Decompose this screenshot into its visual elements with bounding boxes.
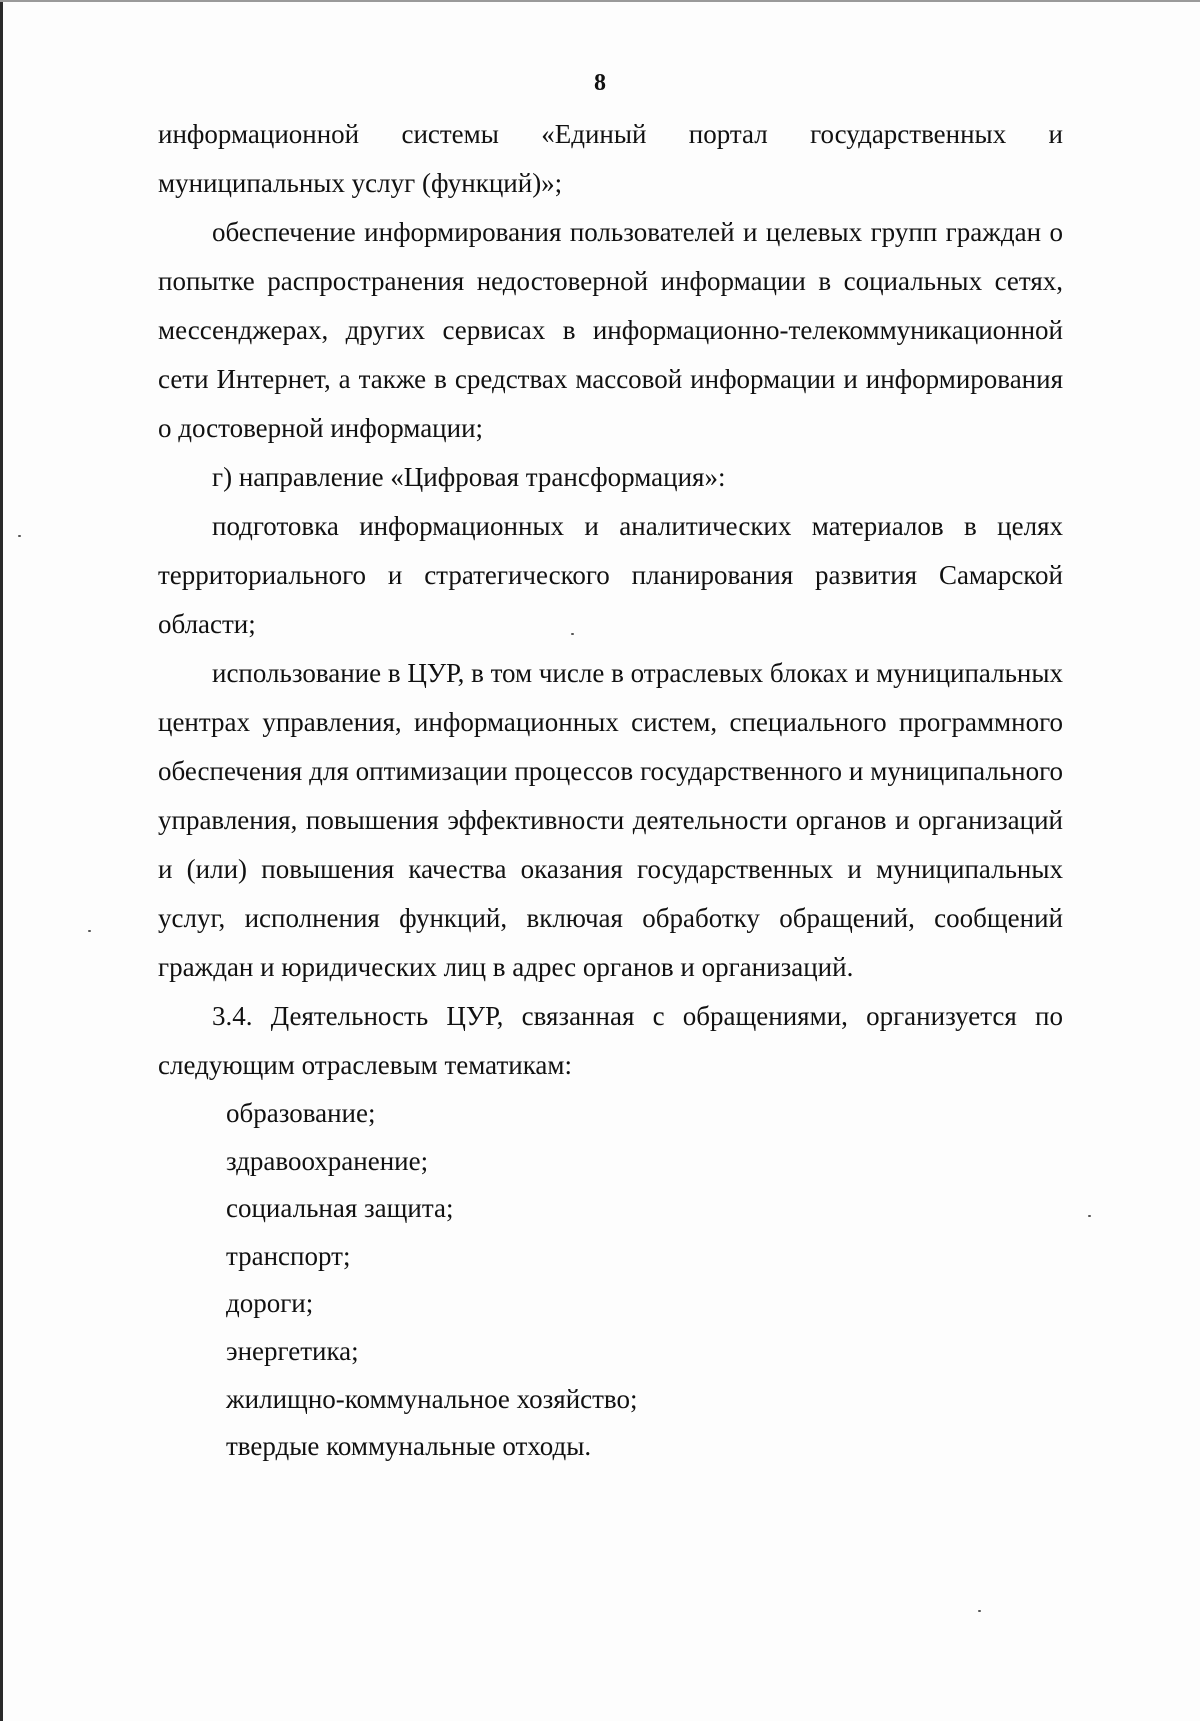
- list-item: жилищно-коммунальное хозяйство;: [226, 1383, 638, 1414]
- list-item: энергетика;: [226, 1335, 359, 1366]
- document-body: [158, 110, 1063, 1471]
- paragraph-information: обеспечение информирования пользователей и целевых групп граждан о попытке распространения недостоверной информации в социальных сетях, мессенджерах, других сервисах в информационно-телекоммуникационной сети Интернет, а также в средствах массовой информации и информирования о достоверной информации;: [158, 217, 1063, 443]
- paragraph-continuation-end: муниципальных услуг (функций)»;: [158, 168, 563, 198]
- list-item: образование;: [226, 1098, 376, 1128]
- scan-speck: [1088, 1215, 1091, 1217]
- list-item: дороги;: [226, 1288, 314, 1319]
- list-item: социальная защита;: [226, 1193, 454, 1224]
- list-item: здравоохранение;: [226, 1145, 429, 1176]
- scan-left-edge: [0, 0, 3, 1721]
- scan-speck: [88, 930, 91, 932]
- paragraph-usage: использование в ЦУР, в том числе в отраслевых блоках и муниципальных центрах управления, информационных систем, специального программного обеспечения для оптимизации процессов государственного и муниципального управления, повышения эффективности деятельности органов и организаций и (или) повышения качества оказания государственных и муниципальных услуг, исполнения функций, включая обработку обращений, сообщений граждан и юридических лиц в адрес органов и организаций.: [158, 658, 1064, 982]
- page-number: 8: [594, 70, 606, 96]
- list-item: твердые коммунальные отходы.: [226, 1431, 592, 1462]
- paragraph-analytics: подготовка информационных и аналитических материалов в целях территориального и стратегического планирования развития Самарской области;: [158, 511, 1063, 639]
- scan-top-edge: [0, 0, 1200, 2]
- list-item: транспорт;: [226, 1240, 351, 1271]
- scan-speck: [18, 535, 21, 537]
- paragraph-section-3-4: 3.4. Деятельность ЦУР, связанная с обращениями, организуется по следующим отраслевым тематикам:: [158, 1001, 1063, 1080]
- paragraph-direction-heading: г) направление «Цифровая трансформация»:: [212, 462, 726, 492]
- scan-speck: [978, 1610, 981, 1612]
- topics-list: [158, 1090, 1063, 1471]
- paragraph-continuation-line: информационной системы «Единый портал государственных и: [158, 119, 1063, 149]
